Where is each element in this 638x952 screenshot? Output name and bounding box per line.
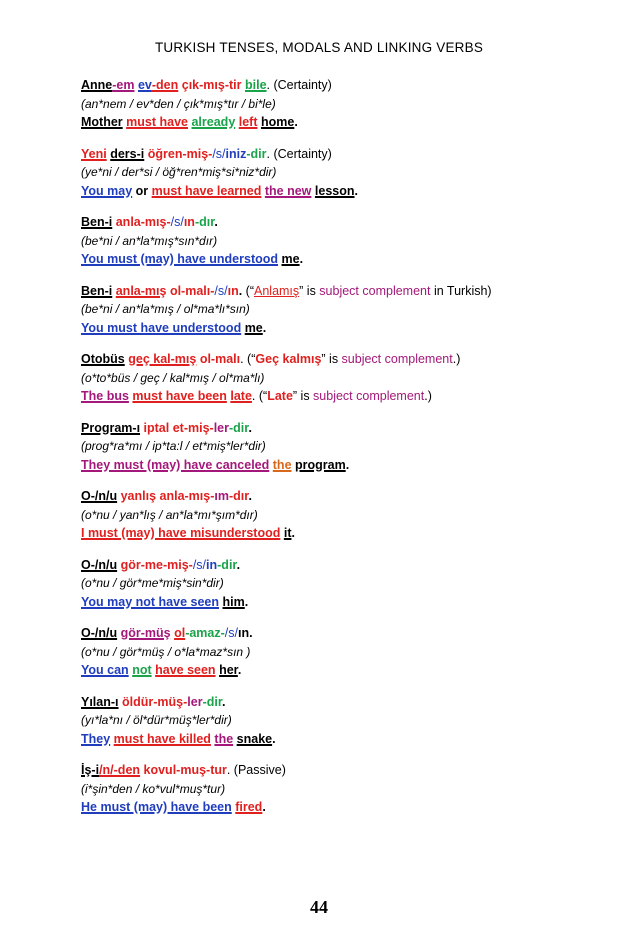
word: already: [191, 115, 236, 129]
english-line: [81, 319, 581, 338]
note: .): [452, 352, 461, 366]
punct: .: [354, 183, 358, 198]
note: ” is: [299, 283, 320, 298]
example-9: [81, 624, 581, 680]
english-line: [81, 113, 581, 132]
word: the: [272, 457, 292, 472]
turkish-line: [81, 145, 581, 164]
punct: .: [237, 663, 242, 677]
suffix: in: [206, 557, 218, 572]
note: . (Passive): [226, 763, 286, 777]
word: O-/n/u: [81, 626, 118, 640]
word: You must (may) have understood: [81, 252, 279, 266]
pronunciation-line: (yı*la*nı / öl*dür*müş*ler*dir): [81, 713, 232, 727]
word: me: [244, 320, 263, 335]
note: . (“: [240, 352, 256, 366]
english-line: [81, 661, 581, 680]
english-line: [81, 798, 581, 817]
english-line: [81, 593, 581, 612]
turkish-line: [81, 487, 581, 506]
suffix: -dir: [217, 557, 237, 572]
english-line: [81, 524, 581, 543]
buffer: /s/: [214, 283, 228, 298]
example-10: [81, 693, 581, 749]
word: the new: [264, 183, 312, 198]
word: Program-ı: [81, 420, 141, 435]
word: Ben-i: [81, 215, 113, 229]
suffix: iniz: [225, 146, 247, 161]
punct: .: [262, 320, 267, 335]
word: They must (may) have canceled: [81, 457, 270, 472]
turkish-line: [81, 419, 581, 438]
punct: .: [214, 215, 218, 229]
suffix: ım: [214, 489, 229, 503]
verb: iptal et-miş-: [143, 420, 214, 435]
word: O-/n/u: [81, 489, 118, 503]
suffix: -dir: [202, 694, 223, 709]
pronunciation-line: (i*şin*den / ko*vul*muş*tur): [81, 781, 226, 796]
pronunciation-line: (prog*ra*mı / ip*ta:l / et*miş*ler*dir): [81, 439, 266, 453]
example-2: [81, 145, 581, 201]
english-line: [81, 730, 581, 749]
note: in Turkish): [430, 283, 492, 298]
word: have seen: [155, 663, 216, 677]
example-4: [81, 282, 581, 338]
word: They: [81, 731, 111, 746]
turkish-line: [81, 76, 581, 95]
word: left: [238, 115, 258, 129]
page-number: 44: [310, 897, 328, 917]
verb: ol-malı: [199, 352, 241, 366]
pronunciation-line: (ye*ni / der*si / öğ*ren*miş*si*niz*dir): [81, 165, 277, 179]
word: it: [283, 526, 292, 540]
pronunciation-line: (o*nu / gör*me*miş*sin*dir): [81, 576, 224, 590]
word: program: [295, 457, 346, 472]
word: The bus: [81, 389, 129, 403]
punct: .: [249, 626, 253, 640]
word: ders-i: [110, 146, 145, 161]
punct: .: [248, 489, 252, 503]
verb: yanlış anla-mış-: [120, 489, 215, 503]
word: or: [132, 183, 152, 198]
english-line: [81, 456, 581, 475]
verb: anla-mış-: [115, 215, 171, 229]
pronunciation-line: (be*ni / an*la*mış*sın*dır): [81, 233, 218, 248]
word: Mother: [81, 115, 123, 129]
suffix: -amaz-: [185, 626, 225, 640]
word: snake: [236, 731, 273, 746]
verb: gör-müş: [120, 626, 171, 640]
word: fired: [235, 800, 263, 814]
note-term: subject complement: [313, 389, 425, 403]
word: O-/n/u: [81, 557, 118, 572]
verb: çık-mış-tir: [181, 78, 242, 92]
example-11: [81, 761, 581, 817]
suffix: -dır: [194, 215, 215, 229]
punct: .: [345, 457, 350, 472]
punct: .: [291, 526, 295, 540]
word: ev: [137, 78, 152, 92]
note: . (Certainty): [266, 146, 332, 161]
note: . (Certainty): [266, 78, 332, 92]
turkish-line: [81, 624, 581, 643]
buffer: /s/: [170, 215, 184, 229]
verb: anla-mış: [115, 283, 167, 298]
english-line: [81, 387, 581, 406]
word: Anne: [81, 78, 113, 92]
word: I must (may) have misunderstood: [81, 526, 281, 540]
buffer: /s/: [192, 557, 207, 572]
note-term: Anlamış: [254, 283, 300, 298]
pronunciation-line: (be*ni / an*la*mış / ol*ma*lı*sın): [81, 302, 250, 316]
suffix: ın: [227, 283, 239, 298]
word: home: [260, 115, 295, 129]
punct: .: [262, 800, 266, 814]
note-term: subject complement: [319, 283, 431, 298]
suffix: -dir: [228, 420, 249, 435]
pronunciation-line: (o*nu / yan*lış / an*la*mı*şım*dır): [81, 507, 258, 522]
note-term: subject complement: [341, 352, 453, 366]
word: must have learned: [151, 183, 262, 198]
punct: .: [294, 115, 298, 129]
punct: .: [238, 283, 243, 298]
verb: öldür-müş-: [122, 694, 188, 709]
word: Yeni: [81, 146, 107, 161]
word: lesson: [314, 183, 355, 198]
punct: .: [299, 252, 304, 266]
verb: ol-malı-: [169, 283, 215, 298]
word: must have: [126, 115, 188, 129]
word: late: [230, 389, 252, 403]
word: Yılan-ı: [81, 694, 119, 709]
verb: geç kal-mış: [128, 352, 197, 366]
note: ” is: [292, 389, 314, 403]
adverb: bile: [244, 78, 267, 92]
word: You may: [81, 183, 133, 198]
verb: ol: [174, 626, 186, 640]
punct: .: [272, 731, 276, 746]
suffix: ın: [237, 626, 250, 640]
word: İş-i: [81, 763, 100, 777]
word: must have been: [132, 389, 227, 403]
suffix: -dir: [246, 146, 267, 161]
verb: gör-me-miş-: [120, 557, 193, 572]
turkish-line: [81, 556, 581, 575]
note: .): [424, 389, 432, 403]
word: the: [214, 731, 234, 746]
turkish-line: [81, 213, 581, 232]
note: . (“: [251, 389, 268, 403]
punct: .: [244, 594, 249, 609]
punct: .: [236, 557, 241, 572]
suffix: ler: [187, 694, 203, 709]
example-3: [81, 213, 581, 269]
example-8: [81, 556, 581, 612]
note: ” is: [321, 352, 342, 366]
pronunciation-line: (o*nu / gör*müş / o*la*maz*sın ): [81, 644, 251, 659]
word: him: [222, 594, 245, 609]
example-1: [81, 76, 581, 132]
page-content: [81, 76, 581, 830]
buffer: /s/: [224, 626, 238, 640]
word: He must (may) have been: [81, 800, 232, 814]
verb: öğren-miş-: [147, 146, 213, 161]
example-7: [81, 487, 581, 543]
note-term: Late: [267, 389, 293, 403]
pronunciation-line: (an*nem / ev*den / çık*mış*tır / bi*le): [81, 96, 276, 111]
suffix: /n/-den: [99, 763, 141, 777]
note: (“: [242, 283, 254, 298]
english-line: [81, 250, 581, 269]
buffer: /s/: [212, 146, 226, 161]
suffix: ın: [183, 215, 195, 229]
word: Otobüs: [81, 352, 125, 366]
punct: .: [222, 694, 226, 709]
punct: .: [248, 420, 252, 435]
running-header: TURKISH TENSES, MODALS AND LINKING VERBS: [154, 40, 484, 55]
word: You can: [81, 663, 129, 677]
word: must have killed: [113, 731, 211, 746]
turkish-line: [81, 693, 581, 712]
suffix: -dır: [228, 489, 249, 503]
suffix: -em: [112, 78, 135, 92]
word: her: [219, 663, 238, 677]
word: You must have understood: [81, 320, 242, 335]
pronunciation-line: (o*to*büs / geç / kal*mış / ol*ma*lı): [81, 370, 265, 385]
word: not: [132, 663, 152, 677]
suffix: -den: [151, 78, 179, 92]
suffix: ler: [213, 420, 229, 435]
word: You may not have seen: [81, 594, 220, 609]
turkish-line: [81, 282, 581, 301]
english-line: [81, 182, 581, 201]
turkish-line: [81, 350, 581, 369]
word: Ben-i: [81, 283, 113, 298]
note-term: Geç kalmış: [255, 352, 322, 366]
turkish-line: [81, 761, 581, 780]
word: me: [281, 252, 300, 266]
example-6: [81, 419, 581, 475]
example-5: [81, 350, 581, 406]
verb: kovul-muş-tur: [143, 763, 227, 777]
